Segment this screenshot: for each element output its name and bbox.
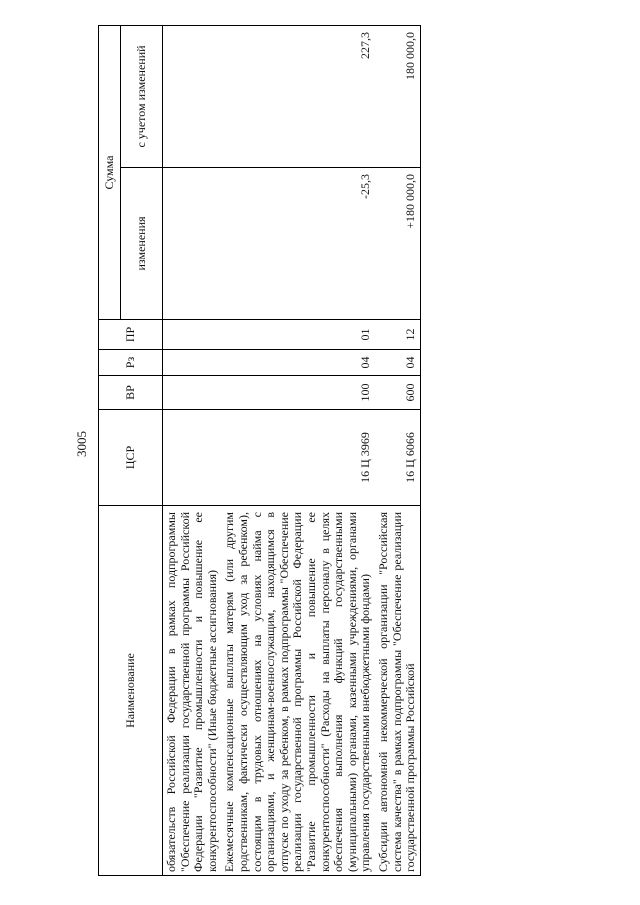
header-rz: Рз [99,350,163,376]
header-change: изменения [121,168,163,320]
row-csr [163,410,222,506]
row-rz [163,350,222,376]
row-vr [163,376,222,410]
page-number: 3005 [74,431,89,457]
row-csr: 16 Ц 3969 [221,410,375,506]
header-sum: Сумма [99,25,121,319]
row-rz: 04 [375,350,420,376]
row-change: +180 000,0 [375,168,420,320]
row-pr [163,320,222,350]
header-with-change: с учетом изменений [121,25,163,167]
row-total: 180 000,0 [375,25,420,167]
row-total: 227,3 [221,25,375,167]
header-vr: ВР [99,376,163,410]
row-change [163,168,222,320]
row-name: Субсидии автономной некоммерческой организации "Российская система качества" в рамках подпрограммы "Обеспечение реализации государственной программы Российской [375,506,420,876]
row-vr: 100 [221,376,375,410]
table-row [163,25,222,875]
row-change: -25,3 [221,168,375,320]
row-name: обязательств Российской Федерации в рамках подпрограммы "Обеспечение реализации государственной программы Российской Федерации "Развитие промышленности и повышение ее конкурентоспособности" (Иные бюджетные ассигнования) [163,506,222,876]
budget-table-sheet [98,26,512,876]
table-row [375,25,420,875]
budget-table [98,25,421,876]
row-total [163,25,222,167]
header-pr: ПР [99,320,163,350]
row-vr: 600 [375,376,420,410]
header-csr: ЦСР [99,410,163,506]
row-name: Ежемесячные компенсационные выплаты матерям (или другим родственникам, фактически осуществляющим уход за ребенком), состоящим в трудовых отношениях на условиях найма с организациями, и женщинам-военнослужащим, находящимся в отпуске по уходу за ребенком, в рамках подпрограммы "Обеспечение реализации государственной программы Российской Федерации "Развитие промышленности и повышение ее конкурентоспособности" (Расходы на выплаты персоналу в целях обеспечения выполнения функций государственными (муниципальными) органами, казенными учреждениями, органами управления государственными внебюджетными фондами) [221,506,375,876]
header-name: Наименование [99,506,163,876]
table-row [221,25,375,875]
row-rz: 04 [221,350,375,376]
row-csr: 16 Ц 6066 [375,410,420,506]
row-pr: 01 [221,320,375,350]
row-pr: 12 [375,320,420,350]
